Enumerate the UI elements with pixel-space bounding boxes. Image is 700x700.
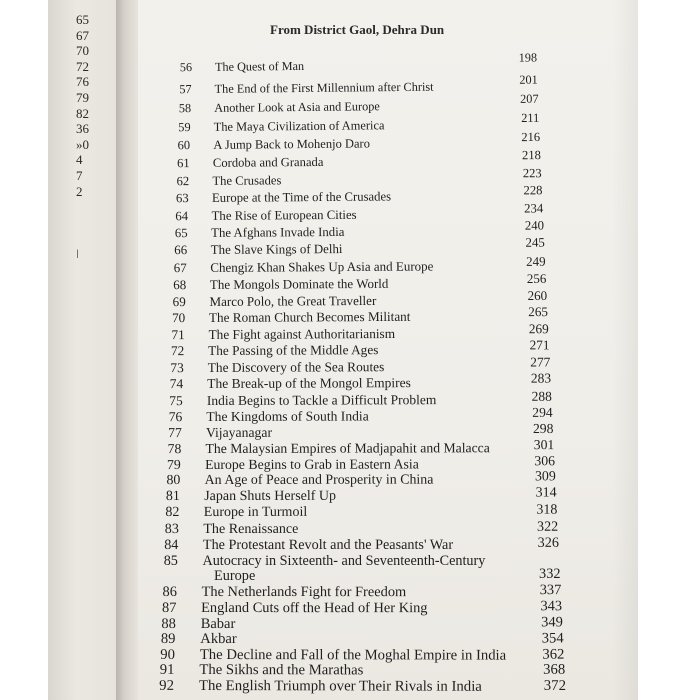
toc-chapter-title: Europe Begins to Grab in Eastern Asia bbox=[205, 456, 419, 473]
toc-chapter-number: 70 bbox=[172, 310, 186, 326]
toc-page-number: 277 bbox=[530, 354, 551, 370]
toc-chapter-title: The Rise of European Cities bbox=[211, 207, 357, 223]
toc-page-number: 294 bbox=[532, 404, 553, 420]
toc-chapter-title: England Cuts off the Head of Her King bbox=[201, 599, 428, 617]
toc-chapter-number: 82 bbox=[165, 505, 180, 521]
toc-page-number: 223 bbox=[522, 165, 542, 180]
toc-chapter-title: Another Look at Asia and Europe bbox=[214, 99, 380, 115]
toc-chapter-title: The Netherlands Fight for Freedom bbox=[201, 584, 407, 601]
toc-chapter-number: 75 bbox=[169, 392, 183, 408]
left-page-number: 67 bbox=[76, 27, 89, 43]
toc-page-number: 298 bbox=[532, 420, 554, 436]
toc-chapter-number: 64 bbox=[175, 208, 189, 223]
toc-chapter-title: The Crusades bbox=[212, 173, 282, 188]
left-page-number: 70 bbox=[76, 43, 89, 59]
toc-chapter-title: The Fight against Authoritarianism bbox=[208, 325, 396, 342]
toc-chapter-number: 85 bbox=[163, 552, 178, 569]
toc-chapter-number: 91 bbox=[159, 662, 175, 679]
toc-page-number: 314 bbox=[535, 486, 557, 502]
toc-chapter-title: Europe in Turmoil bbox=[203, 504, 308, 521]
toc-chapter-title: The Kingdoms of South India bbox=[206, 408, 369, 424]
toc-chapter-number: 65 bbox=[174, 226, 188, 241]
toc-chapter-number: 80 bbox=[166, 473, 181, 489]
toc-chapter-title: Europe at the Time of the Crusades bbox=[211, 189, 392, 206]
toc-page-number: 337 bbox=[539, 582, 562, 599]
toc-chapter-number: 60 bbox=[177, 138, 191, 153]
toc-page-number: 306 bbox=[534, 453, 556, 469]
toc-page-number: 269 bbox=[528, 321, 549, 337]
toc-chapter-title: The Quest of Man bbox=[214, 58, 305, 74]
toc-chapter-title: The English Triumph over Their Rivals in India bbox=[198, 677, 482, 695]
toc-chapter-number: 57 bbox=[179, 81, 192, 96]
toc-page-number: 283 bbox=[530, 371, 552, 387]
toc-chapter-number: 56 bbox=[179, 60, 193, 75]
toc-page-number: 362 bbox=[542, 646, 565, 663]
left-page-number: 36 bbox=[76, 121, 89, 137]
toc-chapter-number: 72 bbox=[170, 343, 185, 359]
toc-chapter-number: 90 bbox=[160, 646, 175, 663]
toc-chapter-title: Chengiz Khan Shakes Up Asia and Europe bbox=[210, 258, 434, 275]
toc-page-number: 216 bbox=[521, 129, 541, 144]
toc-page-number: 349 bbox=[541, 614, 563, 631]
toc-chapter-title: The Protestant Revolt and the Peasants' War bbox=[202, 536, 454, 553]
left-page-number: 2 bbox=[76, 183, 83, 199]
toc-chapter-title: The Break-up of the Mongol Empires bbox=[207, 375, 411, 392]
toc-chapter-number: 77 bbox=[168, 424, 182, 441]
toc-page-number: 260 bbox=[527, 287, 548, 303]
toc-page-number: 271 bbox=[529, 337, 550, 353]
toc-chapter-number: 87 bbox=[162, 599, 177, 616]
toc-page-number: 211 bbox=[521, 110, 540, 126]
toc-chapter-number: 92 bbox=[159, 677, 175, 694]
toc-chapter-title: The Malaysian Empires of Madjapahit and Malacca bbox=[205, 440, 490, 457]
toc-chapter-title: A Jump Back to Mohenjo Daro bbox=[213, 136, 370, 152]
toc-chapter-number: 66 bbox=[174, 243, 188, 258]
toc-chapter-number: 73 bbox=[170, 359, 184, 375]
toc-chapter-number: 78 bbox=[167, 441, 182, 457]
left-page-number: 4 bbox=[76, 152, 83, 168]
toc-chapter-title: The Afghans Invade India bbox=[211, 224, 345, 240]
toc-chapter-number: 59 bbox=[178, 119, 191, 134]
toc-chapter-title: The Discovery of the Sea Routes bbox=[207, 358, 385, 375]
toc-chapter-number: 61 bbox=[176, 156, 190, 171]
toc-chapter-title: Autocracy in Sixteenth- and Seventeenth-Century bbox=[202, 552, 486, 569]
left-page-number: 72 bbox=[76, 58, 89, 74]
toc-page-number: 301 bbox=[533, 437, 555, 453]
left-page-number: »0 bbox=[76, 136, 89, 152]
toc-chapter-number: 63 bbox=[175, 191, 189, 206]
toc-chapter-title: The Maya Civilization of America bbox=[213, 117, 385, 134]
page-header: From District Gaol, Dehra Dun bbox=[270, 22, 445, 37]
toc-chapter-title: Akbar bbox=[200, 631, 237, 648]
toc-page-number: 234 bbox=[524, 201, 544, 216]
toc-page-number: 265 bbox=[528, 304, 549, 320]
toc-chapter-title: The Decline and Fall of the Moghal Empire in India bbox=[199, 646, 507, 664]
toc-chapter-title: The Renaissance bbox=[203, 520, 299, 538]
toc-chapter-title: Japan Shuts Herself Up bbox=[204, 488, 337, 505]
left-page-number: 7 bbox=[76, 167, 83, 183]
toc-page-number: 354 bbox=[541, 630, 564, 647]
toc-chapter-title: The End of the First Millennium after Christ bbox=[214, 79, 434, 96]
toc-page-number: 249 bbox=[526, 253, 546, 269]
left-page-number: 76 bbox=[76, 74, 89, 90]
toc-chapter-number: 79 bbox=[167, 457, 181, 473]
left-page-number: 82 bbox=[76, 105, 89, 121]
toc-chapter-number: 88 bbox=[161, 615, 176, 632]
toc-page-number: 218 bbox=[521, 147, 541, 162]
toc-page-number: 372 bbox=[543, 677, 567, 694]
toc-chapter-number: 69 bbox=[172, 293, 186, 309]
toc-chapter-title: The Sikhs and the Marathas bbox=[199, 662, 364, 679]
toc-chapter-number: 83 bbox=[164, 521, 179, 538]
left-page-number: ǀ bbox=[76, 245, 79, 261]
toc-page-number: 343 bbox=[540, 598, 563, 615]
toc-page-number: 322 bbox=[537, 518, 559, 535]
toc-chapter-number: 76 bbox=[168, 408, 183, 424]
toc-chapter-number: 62 bbox=[176, 173, 190, 189]
toc-page-number: 201 bbox=[519, 72, 538, 87]
toc-page-number: 318 bbox=[536, 502, 558, 518]
toc-chapter-title: The Slave Kings of Delhi bbox=[210, 242, 343, 257]
toc-chapter-title: Vijayanagar bbox=[205, 424, 273, 440]
toc-chapter-number: 89 bbox=[160, 631, 176, 648]
toc-page-number: 332 bbox=[539, 566, 561, 583]
toc-chapter-number: 68 bbox=[173, 276, 187, 293]
left-page-number: 65 bbox=[76, 12, 89, 27]
toc-chapter-number: 74 bbox=[169, 376, 184, 392]
toc-page-number: 228 bbox=[523, 183, 543, 198]
toc-chapter-number: 86 bbox=[162, 584, 177, 601]
toc-page-number: 198 bbox=[518, 50, 538, 65]
toc-chapter-number: 81 bbox=[165, 489, 180, 505]
toc-chapter-number: 84 bbox=[164, 536, 179, 553]
toc-chapter-title: Cordoba and Granada bbox=[212, 154, 324, 170]
toc-chapter-title: An Age of Peace and Prosperity in China bbox=[204, 472, 434, 489]
toc-chapter-title: Babar bbox=[200, 615, 236, 632]
toc-chapter-number: 67 bbox=[173, 260, 187, 276]
toc-page-number: 368 bbox=[543, 662, 566, 679]
toc-page-number: 207 bbox=[520, 91, 539, 107]
toc-page-number: 309 bbox=[534, 469, 556, 485]
toc-page-number: 326 bbox=[537, 534, 559, 551]
toc-page-number: 240 bbox=[524, 218, 545, 233]
toc-chapter-title: Europe bbox=[214, 568, 256, 585]
toc-page-number: 256 bbox=[526, 270, 547, 286]
left-page-number: 79 bbox=[76, 89, 89, 105]
toc-chapter-title: The Roman Church Becomes Militant bbox=[208, 309, 411, 326]
toc-chapter-title: The Passing of the Middle Ages bbox=[208, 342, 379, 359]
toc-chapter-title: The Mongols Dominate the World bbox=[209, 275, 389, 292]
toc-page-number: 288 bbox=[531, 387, 552, 403]
toc-chapter-title: Marco Polo, the Great Traveller bbox=[209, 292, 377, 309]
toc-chapter-number: 58 bbox=[178, 101, 192, 116]
toc-chapter-title: India Begins to Tackle a Difficult Problem bbox=[206, 391, 437, 408]
toc-page-number: 245 bbox=[525, 235, 545, 251]
toc-chapter-number: 71 bbox=[171, 326, 185, 343]
